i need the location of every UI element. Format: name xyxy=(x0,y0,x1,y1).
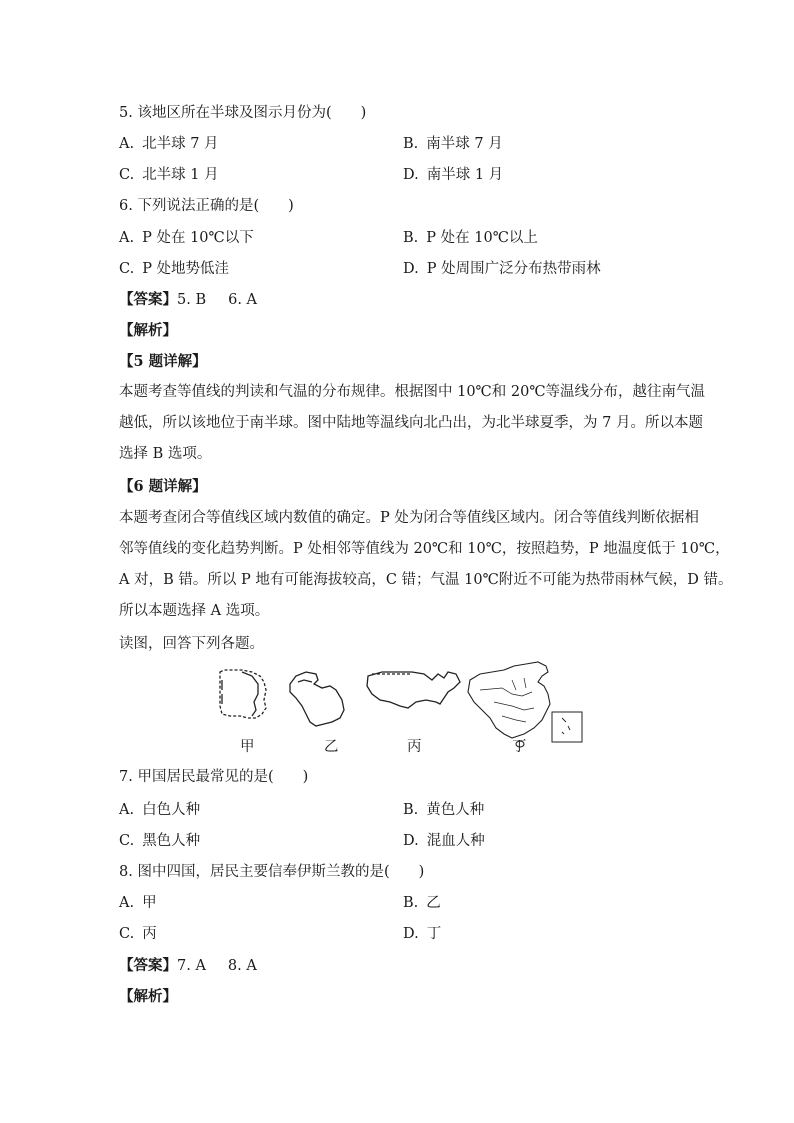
question-7-stem: 7. 甲国居民最常见的是( ) xyxy=(119,769,309,785)
analysis-label-2: 【解析】 xyxy=(119,988,177,1005)
answer-label: 【答案】 xyxy=(119,291,177,308)
q8-option-c[interactable] xyxy=(119,924,157,944)
detail-6-line: 邻等值线的变化趋势判断。P 处相邻等值线为 20℃和 10℃，按照趋势，P 地温度低于 10℃， xyxy=(119,541,730,557)
detail-6-label: 【6 题详解】 xyxy=(119,478,207,495)
option-letter: C. xyxy=(119,167,135,183)
option-letter: A. xyxy=(119,895,135,911)
detail-5-body xyxy=(119,377,706,470)
option-letter: A. xyxy=(119,802,135,818)
option-letter: D. xyxy=(403,261,419,277)
q5-option-c[interactable] xyxy=(119,165,219,185)
figure-label-ding: 丁 xyxy=(512,739,527,755)
analysis-label: 【解析】 xyxy=(119,322,177,339)
answer-8: 8. A xyxy=(227,958,257,974)
option-letter: C. xyxy=(119,833,135,849)
q7-option-b[interactable] xyxy=(403,800,484,820)
answer-6: 6. A xyxy=(228,292,258,308)
option-text: 黄色人种 xyxy=(426,802,485,818)
option-text: P 处周围广泛分布热带雨林 xyxy=(426,261,601,277)
answer-line-2 xyxy=(119,956,257,976)
country-outline-bing xyxy=(367,672,460,708)
q8-option-b[interactable] xyxy=(403,893,441,913)
country-outlines-figure xyxy=(212,660,592,752)
option-letter: C. xyxy=(119,926,135,942)
detail-5-line: 越低，所以该地位于南半球。图中陆地等温线向北凸出，为北半球夏季，为 7 月。所以本题 xyxy=(119,415,703,431)
q5-option-d[interactable] xyxy=(403,165,503,185)
answer-label: 【答案】 xyxy=(119,957,177,974)
option-text: 白色人种 xyxy=(142,802,201,818)
option-text: 丙 xyxy=(142,926,157,942)
option-text: P 处在 10℃以下 xyxy=(142,230,254,246)
q6-option-b[interactable] xyxy=(403,228,538,248)
detail-6-body xyxy=(119,503,733,627)
q8-option-d[interactable] xyxy=(403,924,441,944)
country-outline-ding xyxy=(468,662,582,747)
q6-option-a[interactable] xyxy=(119,228,254,248)
figure-label-jia: 甲 xyxy=(240,739,255,755)
option-text: 甲 xyxy=(142,895,157,911)
q7-option-c[interactable] xyxy=(119,831,200,851)
detail-5-line: 选择 B 选项。 xyxy=(119,446,212,462)
q7-option-d[interactable] xyxy=(403,831,485,851)
option-text: 混血人种 xyxy=(426,833,485,849)
detail-6-line: 本题考查闭合等值线区域内数值的确定。P 处为闭合等值线区域内。闭合等值线判断依据相 xyxy=(119,510,699,526)
option-letter: D. xyxy=(403,167,419,183)
detail-5-label: 【5 题详解】 xyxy=(119,353,207,370)
figure-label-bing: 丙 xyxy=(407,739,422,755)
answer-7: 7. A xyxy=(177,958,206,974)
option-letter: B. xyxy=(403,230,419,246)
detail-5-line: 本题考查等值线的判读和气温的分布规律。根据图中 10℃和 20℃等温线分布，越往南气温 xyxy=(119,384,706,400)
q5-option-b[interactable] xyxy=(403,134,503,154)
option-letter: D. xyxy=(403,926,419,942)
question-6-stem: 6. 下列说法正确的是( ) xyxy=(119,198,294,214)
option-text: 黑色人种 xyxy=(142,833,201,849)
option-letter: D. xyxy=(403,833,419,849)
detail-6-line: 所以本题选择 A 选项。 xyxy=(119,603,270,619)
option-letter: A. xyxy=(119,230,135,246)
question-5-stem: 5. 该地区所在半球及图示月份为( ) xyxy=(119,105,367,121)
q6-option-d[interactable] xyxy=(403,259,601,279)
option-text: 北半球 7 月 xyxy=(142,136,219,152)
figure-intro: 读图，回答下列各题。 xyxy=(119,636,264,652)
option-text: P 处地势低洼 xyxy=(142,261,230,277)
option-text: 丁 xyxy=(426,926,442,942)
country-outline-jia xyxy=(220,670,266,718)
option-text: 乙 xyxy=(426,895,441,911)
q7-option-a[interactable] xyxy=(119,800,200,820)
option-letter: A. xyxy=(119,136,135,152)
option-letter: B. xyxy=(403,802,419,818)
option-letter: C. xyxy=(119,261,135,277)
answer-line-1 xyxy=(119,290,257,310)
detail-6-line: A 对，B 错。所以 P 地有可能海拔较高，C 错；气温 10℃附近不可能为热带雨林气候，D 错。 xyxy=(119,572,733,588)
answer-5: 5. B xyxy=(177,292,207,308)
option-text: 北半球 1 月 xyxy=(142,167,219,183)
q5-option-a[interactable] xyxy=(119,134,219,154)
option-letter: B. xyxy=(403,895,419,911)
figure-label-yi: 乙 xyxy=(324,739,339,755)
question-8-stem: 8. 图中四国，居民主要信奉伊斯兰教的是( ) xyxy=(119,864,425,880)
option-letter: B. xyxy=(403,136,419,152)
option-text: 南半球 1 月 xyxy=(426,167,504,183)
q8-option-a[interactable] xyxy=(119,893,157,913)
option-text: 南半球 7 月 xyxy=(426,136,503,152)
option-text: P 处在 10℃以上 xyxy=(426,230,538,246)
q6-option-c[interactable] xyxy=(119,259,229,279)
country-outline-yi xyxy=(290,672,344,726)
